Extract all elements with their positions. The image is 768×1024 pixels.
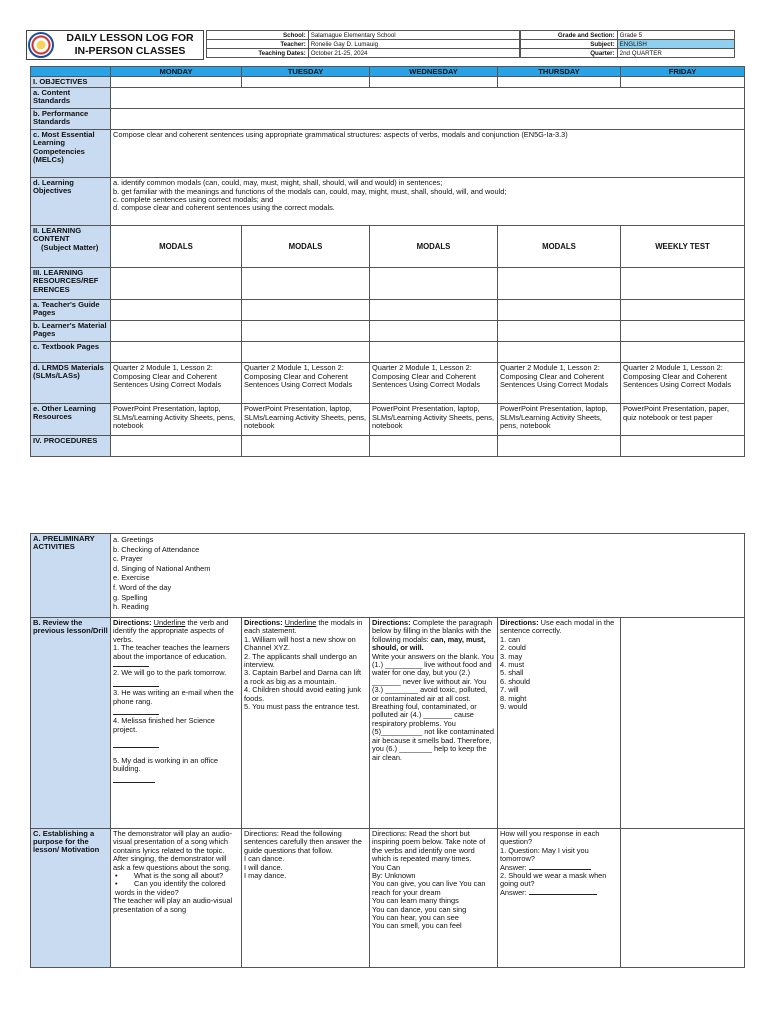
learning-objectives-row bbox=[31, 178, 745, 226]
melcs-text: Compose clear and coherent sentences using appropriate grammatical structures: aspects of verbs, modals and conjunction (EN5G-Ia-3.3) bbox=[111, 130, 745, 178]
purpose-question: • What is the song all about? bbox=[115, 871, 224, 881]
sentence-item: I can dance. bbox=[244, 854, 285, 864]
title-box bbox=[26, 30, 204, 60]
purpose-tail: The teacher will play an audio-visual presentation of a song bbox=[113, 896, 233, 914]
day-tuesday: TUESDAY bbox=[242, 67, 370, 77]
teachers-guide-row bbox=[31, 300, 745, 321]
poem-line: By: Unknown bbox=[372, 871, 416, 881]
deped-seal-icon bbox=[28, 32, 54, 58]
review-row bbox=[31, 618, 745, 829]
modal-item: 2. could bbox=[500, 643, 526, 653]
objectives-row bbox=[31, 77, 745, 88]
learning-objectives-text bbox=[111, 178, 745, 226]
subject-label: Subject: bbox=[521, 40, 618, 49]
review-friday bbox=[621, 618, 745, 829]
modal-item: 3. may bbox=[500, 651, 523, 661]
purpose-thursday bbox=[498, 829, 621, 968]
underline-word: Underline bbox=[284, 618, 317, 627]
lrmds-monday: Quarter 2 Module 1, Lesson 2: Composing Clear and Coherent Sentences Using Correct Modals bbox=[111, 363, 242, 404]
poem-line: You Can bbox=[372, 862, 401, 872]
preliminary-item: c. Prayer bbox=[113, 554, 143, 564]
preliminary-item: g. Spelling bbox=[113, 592, 148, 602]
document-title bbox=[57, 32, 203, 58]
day-friday: FRIDAY bbox=[621, 67, 745, 77]
answer-line: Answer: bbox=[500, 889, 618, 897]
dates-label: Teaching Dates: bbox=[207, 49, 309, 58]
directions-text: the modals in each statement. bbox=[244, 618, 363, 636]
content-thursday: MODALS bbox=[498, 226, 621, 268]
review-label: B. Review the previous lesson/Drill bbox=[31, 618, 111, 829]
title-line-2: IN-PERSON CLASSES bbox=[74, 45, 186, 57]
quarter-value: 2nd QUARTER bbox=[617, 49, 734, 58]
teacher-label: Teacher: bbox=[207, 40, 309, 49]
review-item: 1. The teacher teaches the learners about the importance of education. bbox=[113, 644, 239, 669]
purpose-tuesday bbox=[242, 829, 370, 968]
procedures-table bbox=[30, 533, 745, 968]
directions-label: Directions: bbox=[372, 618, 411, 627]
quarter-label: Quarter: bbox=[521, 49, 618, 58]
directions-text: the verb and identify the appropriate aspects of verbs. bbox=[113, 618, 229, 644]
lrmds-tuesday: Quarter 2 Module 1, Lesson 2: Composing Clear and Coherent Sentences Using Correct Modals bbox=[242, 363, 370, 404]
lrmds-wednesday: Quarter 2 Module 1, Lesson 2: Composing Clear and Coherent Sentences Using Correct Modals bbox=[370, 363, 498, 404]
melcs-row bbox=[31, 130, 745, 178]
other-tuesday: PowerPoint Presentation, laptop, SLMs/Learning Activity Sheets, pens, notebook bbox=[242, 404, 370, 436]
subject-matter-label: (Subject Matter) bbox=[41, 242, 99, 252]
learning-objectives-label: d. Learning Objectives bbox=[31, 178, 111, 226]
day-monday: MONDAY bbox=[111, 67, 242, 77]
modal-item: 8. might bbox=[500, 693, 527, 703]
content-monday: MODALS bbox=[111, 226, 242, 268]
review-wednesday bbox=[370, 618, 498, 829]
days-header-row bbox=[31, 67, 745, 77]
teachers-guide-label: a. Teacher's Guide Pages bbox=[31, 300, 111, 321]
preliminary-row bbox=[31, 534, 745, 618]
resources-label: III. LEARNING RESOURCES/REF ERENCES bbox=[31, 268, 111, 300]
modal-item: 6. should bbox=[500, 676, 530, 686]
modal-item: 4. must bbox=[500, 660, 525, 670]
poem-line: You can dance, you can sing bbox=[372, 904, 467, 914]
lrmds-row bbox=[31, 363, 745, 404]
review-item: 3. Captain Barbel and Darna can lift a rock as big as a mountain. bbox=[244, 668, 362, 686]
objective-line: b. get familiar with the meanings and functions of the modals can, could, may, might, must, shall, should, will, and would; bbox=[113, 186, 507, 196]
dates-value: October 21-25, 2024 bbox=[308, 49, 519, 58]
modal-item: 9. would bbox=[500, 702, 528, 712]
review-item: 2. The applicants shall undergo an interview. bbox=[244, 651, 357, 670]
grade-value: Grade 5 bbox=[617, 31, 734, 40]
modals-list: can, may, must, should, or will. bbox=[372, 634, 486, 653]
review-item: 4. Melissa finished her Science project. bbox=[113, 716, 215, 734]
sentence-item: I may dance. bbox=[244, 871, 287, 881]
preliminary-item: b. Checking of Attendance bbox=[113, 544, 200, 554]
review-item: 1. William will host a new show on Channel XYZ. bbox=[244, 634, 356, 653]
preliminary-item: a. Greetings bbox=[113, 535, 154, 544]
performance-standards-row bbox=[31, 109, 745, 130]
purpose-text: The demonstrator will play an audio-visual presentation of a song which contains lyrics related to the topic. After singing, the demonstrator will ask a few questions about the song. bbox=[113, 829, 233, 872]
poem-line: You can smell, you can feel bbox=[372, 921, 462, 931]
modal-item: 5. shall bbox=[500, 668, 524, 678]
content-tuesday: MODALS bbox=[242, 226, 370, 268]
objective-line: d. compose clear and coherent sentences using the correct modals. bbox=[113, 203, 335, 213]
review-item: 4. Children should avoid eating junk foods. bbox=[244, 685, 362, 703]
poem-line: You can learn many things bbox=[372, 896, 459, 906]
review-thursday bbox=[498, 618, 621, 829]
content-standards-row bbox=[31, 88, 745, 109]
procedures-row bbox=[31, 436, 745, 457]
purpose-monday bbox=[111, 829, 242, 968]
preliminary-item: h. Reading bbox=[113, 602, 149, 612]
textbook-row bbox=[31, 342, 745, 363]
day-wednesday: WEDNESDAY bbox=[370, 67, 498, 77]
content-friday: WEEKLY TEST bbox=[621, 226, 745, 268]
review-tuesday bbox=[242, 618, 370, 829]
title-line-1: DAILY LESSON LOG FOR bbox=[66, 32, 194, 44]
subject-value: ENGLISH bbox=[617, 40, 734, 49]
school-label: School: bbox=[207, 31, 309, 40]
learning-content-row bbox=[31, 226, 745, 268]
objective-line: a. identify common modals (can, could, may, must, might, shall, should, will and would) in sentences; bbox=[113, 178, 443, 188]
preliminary-item: e. Exercise bbox=[113, 573, 150, 583]
purpose-friday bbox=[621, 829, 745, 968]
preliminary-list bbox=[111, 534, 745, 618]
school-info-table bbox=[206, 30, 520, 58]
other-wednesday: PowerPoint Presentation, laptop, SLMs/Learning Activity Sheets, pens, notebook bbox=[370, 404, 498, 436]
paragraph-text: Write your answers on the blank. You (1.) _________ live without food and water for one day, but you (2.) _______ never live without air. You (3.) ________ avoid toxic, polluted, or contaminated air at all cost. Breathing foul, contaminated, or polluted air (4.) _______ cause respiratory problems. You (5)__________ not like contaminated air because it smells bad. Therefore, you (6.) ________ help to keep the air clean. bbox=[372, 651, 495, 762]
other-resources-label: e. Other Learning Resources bbox=[31, 404, 111, 436]
procedures-label: IV. PROCEDURES bbox=[31, 436, 111, 457]
other-resources-row bbox=[31, 404, 745, 436]
learners-material-row bbox=[31, 321, 745, 342]
review-item: 5. My dad is working in an office building. bbox=[113, 755, 219, 774]
learning-content-title: II. LEARNING CONTENT bbox=[33, 226, 82, 244]
directions-label: Directions: bbox=[500, 618, 539, 627]
poem-line: You can give, you can live You can reach for your dream bbox=[372, 879, 486, 897]
purpose-label: C. Establishing a purpose for the lesson/ Motivation bbox=[31, 829, 111, 968]
directions-label: Directions: bbox=[244, 618, 283, 627]
lrmds-friday: Quarter 2 Module 1, Lesson 2: Composing Clear and Coherent Sentences Using Correct Modals bbox=[621, 363, 745, 404]
review-item: 3. He was writing an e-mail when the phone rang. bbox=[113, 688, 234, 706]
grade-label: Grade and Section: bbox=[521, 31, 618, 40]
review-monday bbox=[111, 618, 242, 829]
days-corner bbox=[31, 67, 111, 77]
purpose-text: Directions: Read the short but inspiring poem below. Take note of the verbs and identify one word which is repeated many times. bbox=[372, 829, 486, 864]
teacher-value: Ronelie Gay D. Lumauig bbox=[308, 40, 519, 49]
lesson-log-table bbox=[30, 66, 745, 457]
purpose-text: How will you response in each question? bbox=[500, 829, 600, 847]
directions-text: Complete the paragraph below by filling in the blanks with the following modals: bbox=[372, 618, 493, 644]
class-info-table bbox=[520, 30, 735, 58]
preliminary-label: A. PRELIMINARY ACTIVITIES bbox=[31, 534, 111, 618]
other-monday: PowerPoint Presentation, laptop, SLMs/Learning Activity Sheets, pens, notebook bbox=[111, 404, 242, 436]
day-thursday: THURSDAY bbox=[498, 67, 621, 77]
performance-standards-label: b. Performance Standards bbox=[31, 109, 111, 130]
learners-material-label: b. Learner's Material Pages bbox=[31, 321, 111, 342]
purpose-wednesday bbox=[370, 829, 498, 968]
content-standards-label: a. Content Standards bbox=[31, 88, 111, 109]
review-item: 5. You must pass the entrance test. bbox=[244, 702, 360, 712]
school-value: Salamague Elementary School bbox=[308, 31, 519, 40]
lrmds-thursday: Quarter 2 Module 1, Lesson 2: Composing Clear and Coherent Sentences Using Correct Modals bbox=[498, 363, 621, 404]
underline-word: Underline bbox=[153, 618, 186, 627]
learning-content-label bbox=[31, 226, 111, 268]
question-2: 2. Should we wear a mask when going out? bbox=[500, 871, 607, 889]
objective-line: c. complete sentences using correct modals; and bbox=[113, 195, 274, 205]
preliminary-item: d. Singing of National Anthem bbox=[113, 563, 211, 573]
review-item: 2. We will go to the park tomorrow. bbox=[113, 668, 227, 678]
purpose-text: Directions: Read the following sentences carefully then answer the guide questions that follow. bbox=[244, 829, 362, 855]
question-1: 1. Question: May I visit you tomorrow? bbox=[500, 845, 589, 864]
other-thursday: PowerPoint Presentation, laptop, SLMs/Learning Activity Sheets, pens, notebook bbox=[498, 404, 621, 436]
lrmds-label: d. LRMDS Materials (SLMs/LASs) bbox=[31, 363, 111, 404]
resources-row bbox=[31, 268, 745, 300]
textbook-label: c. Textbook Pages bbox=[31, 342, 111, 363]
purpose-row bbox=[31, 829, 745, 968]
other-friday: PowerPoint Presentation, paper, quiz notebook or test paper bbox=[621, 404, 745, 436]
purpose-question: • Can you identify the colored words in the video? bbox=[115, 879, 226, 897]
modal-item: 7. will bbox=[500, 685, 519, 695]
preliminary-item: f. Word of the day bbox=[113, 582, 172, 592]
answer-line: Answer: bbox=[500, 864, 618, 872]
directions-text: Use each modal in the sentence correctly. bbox=[500, 618, 615, 636]
content-wednesday: MODALS bbox=[370, 226, 498, 268]
sentence-item: I will dance. bbox=[244, 862, 283, 872]
objectives-label: I. OBJECTIVES bbox=[31, 77, 111, 88]
directions-label: Directions: bbox=[113, 618, 152, 627]
poem-line: You can hear, you can see bbox=[372, 913, 459, 923]
melcs-label: c. Most Essential Learning Competencies (MELCs) bbox=[31, 130, 111, 178]
modal-item: 1. can bbox=[500, 634, 521, 644]
